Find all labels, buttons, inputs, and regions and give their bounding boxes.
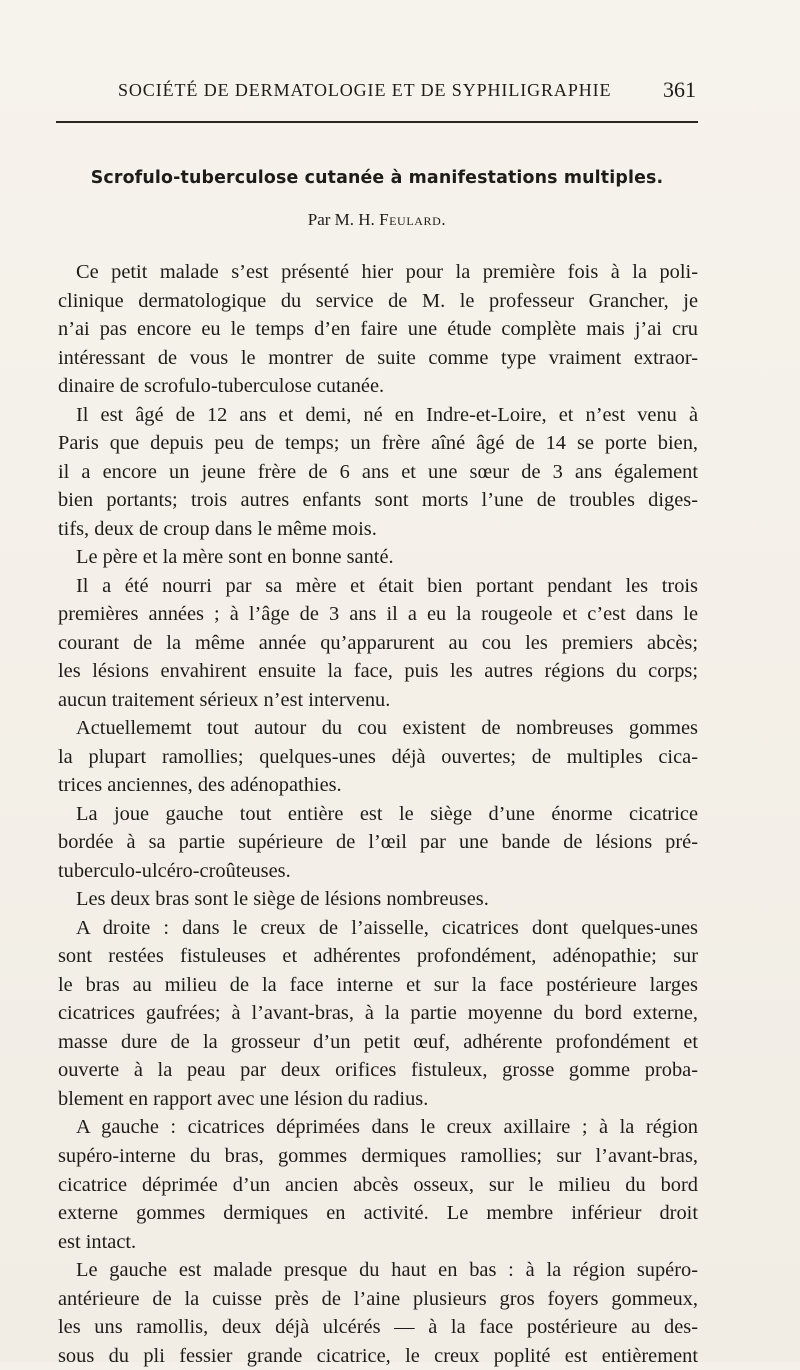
text-line: blement en rapport avec une lésion du radius. xyxy=(58,1087,429,1110)
text-line: Ce petit malade s’est présenté hier pour la première fois à la poli- xyxy=(76,261,698,283)
text-line: tifs, deux de croup dans le même mois. xyxy=(58,517,377,540)
text-line: n’ai pas encore eu le temps d’en faire une étude complète mais j’ai cru xyxy=(58,318,698,341)
page-number: 361 xyxy=(663,77,696,102)
text-line: supéro-interne du bras, gommes dermiques ramollies; sur l’avant-bras, xyxy=(58,1144,698,1167)
text-line: ouverte à la peau par deux orifices fistuleux, grosse gomme proba- xyxy=(58,1059,698,1082)
text-line: les uns ramollis, deux déjà ulcérés — à la face postérieure au des- xyxy=(58,1316,698,1339)
text-line: clinique dermatologique du service de M. le professeur Grancher, je xyxy=(58,289,698,312)
text-line: courant de la même année qu’apparurent au cou les premiers abcès; xyxy=(58,631,698,654)
running-title: SOCIÉTÉ DE DERMATOLOGIE ET DE SYPHILIGRAPHIE xyxy=(118,80,612,100)
text-line: il a encore un jeune frère de 6 ans et une sœur de 3 ans également xyxy=(58,460,698,483)
text-line: tuberculo-ulcéro-croûteuses. xyxy=(58,859,291,882)
text-line: est intact. xyxy=(58,1230,137,1253)
text-line: cicatrice déprimée d’un ancien abcès osseux, sur le milieu du bord xyxy=(58,1173,698,1196)
text-line: le bras au milieu de la face interne et sur la face postérieure larges xyxy=(58,973,698,996)
text-line: sous du pli fessier grande cicatrice, le creux poplité est entièrement xyxy=(58,1344,698,1367)
text-line: Le gauche est malade presque du haut en bas : à la région supéro- xyxy=(76,1259,698,1282)
text-line: Paris que depuis peu de temps; un frère aîné âgé de 14 se porte bien, xyxy=(58,432,698,455)
text-line: aucun traitement sérieux n’est intervenu. xyxy=(58,688,391,711)
text-line: masse dure de la grosseur d’un petit œuf, adhérente profondément et xyxy=(58,1030,698,1053)
text-line: La joue gauche tout entière est le siège d’une énorme cicatrice xyxy=(76,802,698,825)
text-line: externe gommes dermiques en activité. Le membre inférieur droit xyxy=(58,1202,698,1225)
article-title: Scrofulo-tuberculose cutanée à manifestations multiples. xyxy=(90,168,664,188)
text-line: Il a été nourri par sa mère et était bien portant pendant les trois xyxy=(76,574,698,597)
text-line: trices anciennes, des adénopathies. xyxy=(58,774,342,797)
text-line: sont restées fistuleuses et adhérentes profondément, adénopathie; sur xyxy=(58,945,698,968)
text-line: dinaire de scrofulo-tuberculose cutanée. xyxy=(58,375,385,398)
byline-prefix: Par M. H. xyxy=(307,210,380,229)
text-line: Le père et la mère sont en bonne santé. xyxy=(76,546,394,569)
text-line: intéressant de vous le montrer de suite comme type vraiment extraor- xyxy=(58,346,698,369)
text-line: A droite : dans le creux de l’aisselle, cicatrices dont quelques-unes xyxy=(76,916,698,939)
text-line: la plupart ramollies; quelques-unes déjà ouvertes; de multiples cica- xyxy=(58,745,698,768)
byline xyxy=(56,210,698,230)
text-line: Actuellememt tout autour du cou existent de nombreuses gommes xyxy=(76,717,698,740)
text-line: Les deux bras sont le siège de lésions nombreuses. xyxy=(76,888,489,911)
text-line: bien portants; trois autres enfants sont morts l’une de troubles diges- xyxy=(58,489,698,512)
header-rule xyxy=(56,121,698,123)
running-head xyxy=(58,76,700,106)
text-line: antérieure de la cuisse près de l’aine plusieurs gros foyers gommeux, xyxy=(58,1287,698,1310)
text-line: Il est âgé de 12 ans et demi, né en Indre-et-Loire, et n’est venu à xyxy=(76,403,698,426)
text-line: A gauche : cicatrices déprimées dans le creux axillaire ; à la région xyxy=(76,1116,698,1139)
article-body xyxy=(58,258,698,1370)
text-line: cicatrices gaufrées; à l’avant-bras, à la partie moyenne du bord externe, xyxy=(58,1002,698,1025)
text-line: les lésions envahirent ensuite la face, puis les autres régions du corps; xyxy=(58,660,698,683)
text-line: bordée à sa partie supérieure de l’œil par une bande de lésions pré- xyxy=(58,831,698,854)
byline-author: Feulard. xyxy=(379,210,447,229)
text-line: premières années ; à l’âge de 3 ans il a eu la rougeole et c’est dans le xyxy=(58,603,698,626)
